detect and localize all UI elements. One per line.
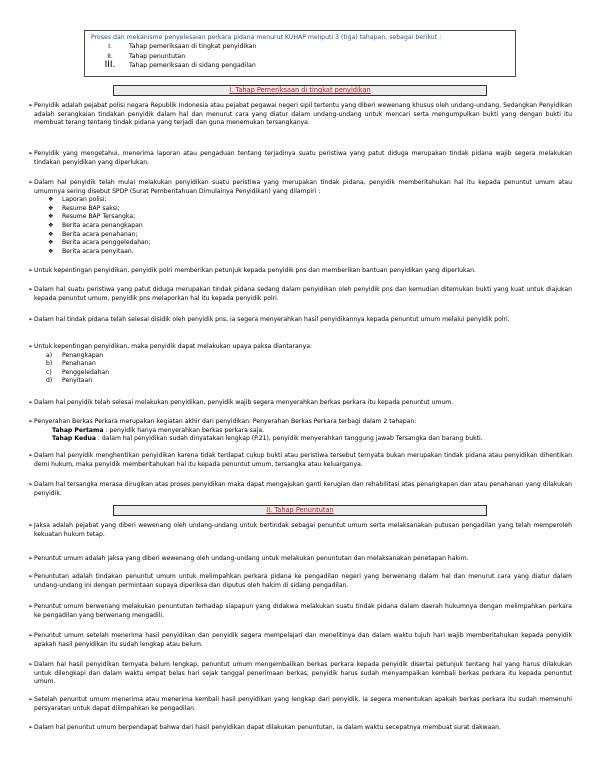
stage-label: Tahap penuntutan <box>129 52 186 60</box>
list-item: ❖ Resume BAP saksi; <box>34 205 572 214</box>
arrow-bullet-icon: ➢ <box>28 603 34 610</box>
arrow-bullet-icon: ➢ <box>28 418 34 425</box>
list-item: d) Penyitaan <box>46 377 93 385</box>
diamond-bullet-icon: ❖ <box>48 204 54 212</box>
diamond-bullet-icon: ❖ <box>48 213 54 221</box>
arrow-bullet-icon: ➢ <box>28 286 34 293</box>
paragraph: ➢ Dalam hal tersangka merasa dirugikan atas proses penyidikan maka dapat mengajukan ganti kerugian dan rehabilitasi atas penangkapan dan atau penahanan yang dilakukan penyidik. <box>28 481 572 497</box>
section-2-heading <box>113 505 487 516</box>
stage-number: I. <box>108 43 112 50</box>
arrow-bullet-icon: ➢ <box>28 102 34 109</box>
arrow-bullet-icon: ➢ <box>28 150 34 157</box>
arrow-bullet-icon: ➢ <box>28 573 34 580</box>
paragraph: ➢ Dalam hal penyidik telah selesai melakukan penyidikan, penyidik wajib segera menyerahkan berkas perkara itu kepada penuntut umum. <box>28 399 454 406</box>
arrow-bullet-icon: ➢ <box>28 399 34 406</box>
diamond-bullet-icon: ❖ <box>48 230 54 238</box>
list-item: a) Penangkapan <box>46 351 104 359</box>
paragraph: ➢ Dalam hal penuntut umum berpendapat bahwa dari hasil penyidikan dapat dilakukan penuntutan, ia dalam waktu secepatnya membuat surat dakwaan. <box>28 724 501 731</box>
arrow-bullet-icon: ➢ <box>28 316 34 323</box>
paragraph: ➢ Penyidik yang mengetahui, menerima laporan atau pengaduan tentang terjadinya suatu peristiwa yang patut diduga merupakan tindak pidana wajib segera melakukan tindakan penyidikan yang diperlukan. <box>28 150 572 166</box>
paragraph: ➢ Dalam hal hasil penyidikan ternyata belum lengkap, penuntut umum mengembalikan berkas perkara kepada penyidik disertai petunjuk tentang hal yang harus dilakukan untuk dilengkapi dan dalam waktu empat belas hari sejak tanggal penerimaan berkas, penyidik harus sudah menyampaikan kembali berkas perkara itu kepada penuntut umum. <box>28 661 572 686</box>
paragraph: ➢ Penuntut umum berwenang melakukan penuntutan terhadap siapapun yang didakwa melakukan suatu tindak pidana dalam daerah hukumnya dengan melimpahkan perkara ke pengadilan yang berwenang mengadili. <box>28 603 572 619</box>
arrow-bullet-icon: ➢ <box>28 179 34 186</box>
list-item: c) Penggeledahan <box>46 368 110 376</box>
attachment-list <box>34 196 572 256</box>
arrow-bullet-icon: ➢ <box>28 661 34 668</box>
stage-two-line: Tahap Kedua : dalam hal penyidikan sudah dinyatakan lengkap (P.21), penyidik menyerahkan tanggung jawab Tersangka dan barang bukti. <box>52 435 483 443</box>
paragraph: ➢ Penuntut umum setelah menerima hasil penyidikan dan penyidik segera mempelajari dan menelitinya dan dalam waktu tujuh hari wajib memberitahukan kepada penyidik apakah hasil penyidikan itu sudah lengkap atau belum. <box>28 632 572 648</box>
stage-item <box>91 61 509 71</box>
intro-box <box>84 30 516 77</box>
stage-label: Tahap pemeriksaan di tingkat penyidikan <box>129 43 257 50</box>
diamond-bullet-icon: ❖ <box>48 196 54 204</box>
paragraph: ➢ Untuk kepentingan penyidikan, maka penyidik dapat melakukan upaya paksa diantaranya: a) Penangkapan b) Penahanan c) Penggeledahan d) Penyitaan <box>34 343 572 386</box>
stage-list <box>91 42 509 71</box>
list-item: ❖ Laporan polisi; <box>34 196 572 205</box>
paragraph: ➢ Jaksa adalah pejabat yang diberi wewenang oleh undang-undang untuk bertindak sebagai penuntut umum serta melaksanakan putusan pengadilan yang telah memperoleh kekuatan hukum tetap. <box>28 522 572 538</box>
section-1-title: I. Tahap Pemeriksaan di tingkat penyidikan <box>229 86 371 94</box>
section-2-title: II. Tahap Penuntutan <box>266 506 334 514</box>
diamond-bullet-icon: ❖ <box>48 247 54 255</box>
list-item: b) Penahanan <box>46 360 96 368</box>
paragraph: ➢ Setelah penuntut umum menerima atau menerima kembali hasil penyidikan yang lengkap dari penyidik, ia segera menentukan apakah berkas perkara itu sudah memenuhi persyaratan untuk dapat dilimpahkan ke pengadilan. <box>28 696 572 712</box>
paragraph: ➢ Dalam hal penyidik telah mulai melakukan penyidikan suatu peristiwa yang merupakan tindak pidana, penyidik memberitahukan hal itu kepada penuntut umum atau umumnya sering disebut SPDP (Surat Pemberitahuan Dimulainya Penyidikan) yang dilampiri : ❖ Laporan polisi; ❖ Resume BAP saksi; ❖ Resume BAP Tersangka; ❖ Berita acara penangkapan ❖ Berita acara penahanan; ❖ Berita acara penggeledahan; ❖ Berita acara penyitaan. <box>28 179 572 255</box>
list-item: ❖ Berita acara penangkapan <box>34 222 572 231</box>
arrow-bullet-icon: ➢ <box>28 555 34 562</box>
paragraph: ➢ Penyidik adalah pejabat polisi negara Republik Indonesia atau pejabat pegawai negeri sipil tertentu yang diberi wewenang khusus oleh undang-undang. Sedangkan Penyidikan adalah serangkaian tindakan penyidik dalam hal dan menurut cara yang diatur dalam undang-undang untuk mencari serta mengumpulkan bukti yang dengan bukti itu membuat terang tentang tindak pidana yang terjadi dan guna menemukan tersangkanya. <box>28 102 572 127</box>
intro-text: Proses dan mekanisme penyelesaian perkara pidana menurut KUHAP meliputi 3 (tiga) tahapan, sebagai berikut : <box>91 34 442 41</box>
arrow-bullet-icon: ➢ <box>28 267 34 274</box>
arrow-bullet-icon: ➢ <box>28 343 34 350</box>
paragraph: ➢ Dalam hal penyidik menghentikan penyidikan karena tidak terdapat cukup bukti atau peristiwa tersebut ternyata bukan merupakan tindak pidana atau penyidikan dihentikan demi hukum, maka penyidik memberitahukan hal itu kepada penuntut umum, tersangka atau keluarganya. <box>28 452 572 468</box>
stage-item <box>91 52 509 62</box>
arrow-bullet-icon: ➢ <box>28 632 34 639</box>
arrow-bullet-icon: ➢ <box>28 481 34 488</box>
list-item: ❖ Berita acara penahanan; <box>34 231 572 240</box>
arrow-bullet-icon: ➢ <box>28 696 34 703</box>
paragraph: ➢ Dalam hal tindak pidana telah selesai disidik oleh penyidik pns, ia segera menyerahkan hasil penyidikannya kepada penuntut umum melalui penyidik polri. <box>28 316 510 323</box>
stage-label: Tahap pemeriksaan di sidang pengadilan <box>129 62 256 69</box>
stage-number: III. <box>104 60 116 70</box>
paragraph: ➢ Penuntut umum adalah jaksa yang diberi wewenang oleh undang-undang untuk melakukan penuntutan dan melaksanakan penetapan hakim. <box>28 555 469 562</box>
paragraph: ➢ Penyerahan Berkas Perkara merupakan kegiatan akhir dari penyidikan. Penyerahan Berkas Perkara terbagi dalam 2 tahapan: Tahap Pertama : penyidik hanya menyerahkan berkas perkara saja. Tahap Kedua : dalam hal penyidikan sudah dinyatakan lengkap (P.21), penyidik menyerahkan tanggung jawab Tersangka dan barang bukti. <box>34 418 572 444</box>
list-item: ❖ Berita acara penggeledahan; <box>34 239 572 248</box>
paragraph: ➢ Untuk kepentingan penyidikan, penyidik polri memberikan petunjuk kepada penyidik pns dan memberikan bantuan penyidikan yang diperlukan. <box>28 267 476 274</box>
arrow-bullet-icon: ➢ <box>28 452 34 459</box>
section-1-heading <box>113 85 487 96</box>
stage-one-line: Tahap Pertama : penyidik hanya menyerahkan berkas perkara saja. <box>52 426 265 434</box>
paragraph: ➢ Dalam hal suatu peristiwa yang patut diduga merupakan tindak pidana sedang dalam penyidikan oleh penyidik pns dan kemudian ditemukan bukti yang kuat untuk diajukan kepada penuntut umum, penyidik pns melaporkan hal itu kepada penyidik polri. <box>28 286 572 302</box>
stage-item <box>91 42 509 52</box>
arrow-bullet-icon: ➢ <box>28 724 34 731</box>
diamond-bullet-icon: ❖ <box>48 221 54 229</box>
arrow-bullet-icon: ➢ <box>28 522 34 529</box>
list-item: ❖ Berita acara penyitaan. <box>34 248 572 257</box>
diamond-bullet-icon: ❖ <box>48 239 54 247</box>
list-item: ❖ Resume BAP Tersangka; <box>34 213 572 222</box>
stage-number: II. <box>107 52 113 60</box>
paragraph: ➢ Penuntutan adalah tindakan penuntut umum untuk melimpahkan perkara pidana ke pengadilan negeri yang berwenang dalam hal dan menurut cara yang diatur dalam undang-undang ini dengan permintaan supaya diperiksa dan diputus oleh hakim di sidang pengadilan. <box>28 573 572 589</box>
coercion-list <box>34 352 572 386</box>
